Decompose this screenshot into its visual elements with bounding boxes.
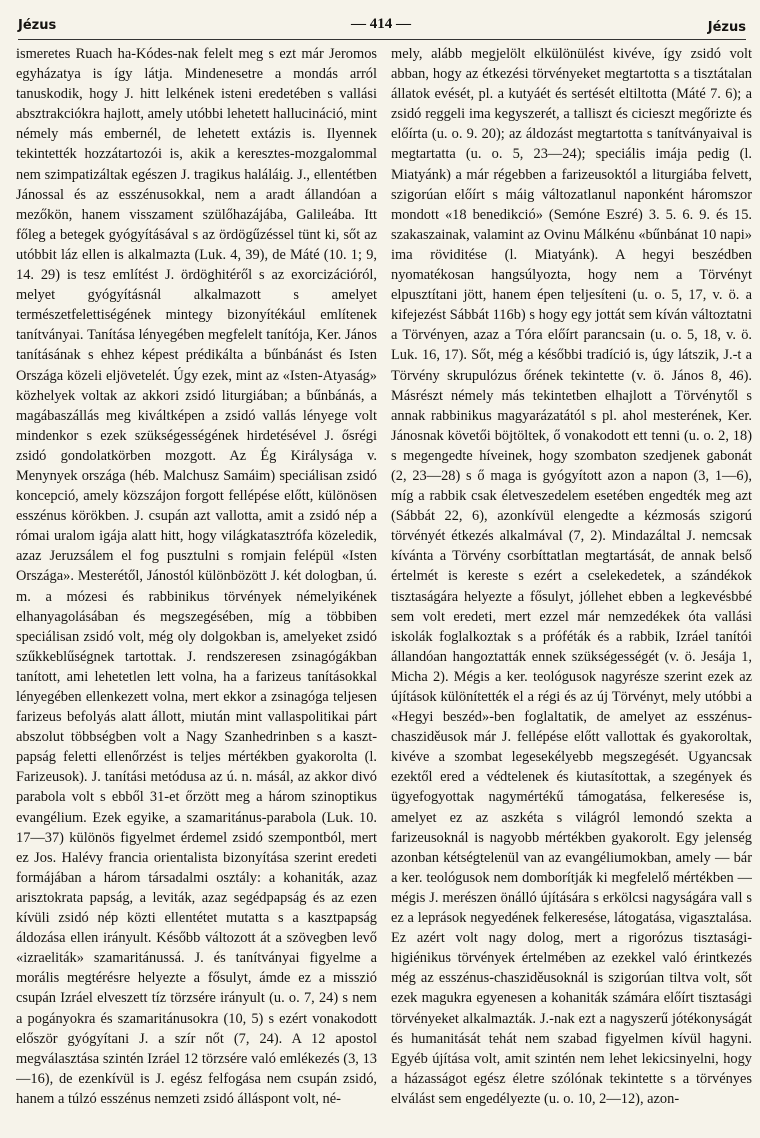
left-column — [16, 44, 377, 1134]
right-column — [391, 44, 752, 1134]
running-header — [16, 12, 746, 38]
page-number: — 414 — — [351, 16, 411, 32]
header-rule — [18, 39, 746, 40]
right-column-text: mely, alább megjelölt elkülönülést kivéve, így zsidó volt abban, hogy az étkezési törvényeket megtartotta s a tisztátalan állatok evését, pl. a kutyáét és sertését eltiltotta (Máté 7. 6); a zsidó reggeli ima kegyszerét, a talliszt és cicieszt megőrizte és előírta (u. o. 9. 20); az áldozást megtartotta s tanítványaival is megtartatta (u. o. 5, 23—24); speciális imája pedig (l. Miatyánk) a már régebben a farizeusoktól a liturgiába felvett, szigorúan előírt s máig változatlanul naponként háromszor mondott «18 benedikció» (Semóne Eszré) 3. 5. 6. 9. és 15. szakaszainak, valamint az Ovinu Málkénu «bűnbánat 10 napi» ima röviditése (l. Miatyánk). A hegyi beszédben nyomatékosan hangsúlyozta, hogy nem a Törvényt elpusztítani jött, hanem épen teljesíteni (u. o. 5, 17, v. ö. a kifejezést Sábbát 116b) s hogy egy jottát sem kíván változtatni a Törvényen, azaz a Tóra előírt parancsain (u. o. 5, 18, v. ö. Luk. 16, 17). Sőt, még a későbbi tradíció is, úgy látszik, J.-t a Törvény skrupulózus őrének tekintette (v. ö. János 8, 46). Másrészt némely más tekintetben elhajlott a Törvénytől s annak rabbinikus magyarázatától s pl. ahol mesterének, Ker. Jánosnak követői böjtöltek, ő vonakodott ett tenni (u. o. 2, 18) s megengedte híveinek, hogy szombaton szedjenek gabonát (2, 23—28) s ő maga is gyógyított azon a napon (3, 1—6), míg a rabbik csak életveszedelem esetében engedték meg azt (Sábbát 22, 6), azonkívül elengedte a kézmosás szigorú törvényét étkezés alkalmával (7, 2). Mindazáltal J. nemcsak kívánta a Törvény csorbíttatlan megtartását, de annak belső értelmét is kereste s ezért a cselekedetek, a szándékok tisztaságára helyezte a fősulyt, jóllehet ebben a legkevésbbé sem volt eredeti, mert ezzel már nemzedékek óta vallási iskolák foglalkoztak s a próféták és a rabbik, Izráel tanítói állandóan hangoztatták ennek szükségességét (v. ö. Jesája 1, Micha 2). Mégis a ker. teológusok nagyrésze szerint ezek az újítások különítették el a régi és az új Törvényt, mely utóbbi a «Hegyi beszéd»-ben foglaltatik, de amelyet az esszénus-chasziděusok már J. fellépése előtt vallottak és gyakoroltak, kivéve a szombat legesekélyebb megszegését. Ugyancsak ezektől ered a védtelenek és kiutasítottak, a szegények és ügyefogyottak nagymértékű támogatása, felkeresése is, amelyet ez az aszkéta s világról lemondó szekta a farizeusoknál is nagyobb mértékben gyakorolt. Egy jelenség azonban kétségtelenül van az evangéliumokban, amely — bár a ker. teológusok nem domborítják ki megfelelő mértékben — mégis J. merészen önálló újítására s erkölcsi nagyságára vall s ez a leprások negyedének felkeresése, látogatása, vigasztalása. Ez azért volt nagy dolog, mert a rigorózus tisztasági-higiénikus törvények értelmében az ezekkel való érintkezés még az esszénus-chasziděusoknál is szigorúan tiltva volt, sőt ezek magukra egyenesen a kohaniták számára előírt tisztasági törvényeket alkalmazták. J.-nak ezt a nagyszerű jótékonyságát és humanitását tehát nem szabad figyelmen kívül hagyni. Egyéb újítása volt, amit szintén nem lehet lekicsinyelni, hogy a házasságot egész életre szólónak tekintette s a törvényes elválást sem engedélyezte (u. o. 10, 2—12), azon- — [391, 46, 752, 1107]
header-left-keyword: Jézus — [18, 18, 57, 33]
left-column-text: ismeretes Ruach ha-Kódes-nak felelt meg s ezt már Jeromos egyházatya is így látja. Mindenesetre a mondás arról tanuskodik, hogy J. hitt lelkének isteni eredetében s vallási absztrakciókra hajlott, amely utóbbi lehetett hallucináció, mint némely más embernél, de lehetett extázis is. Ilyennek tekintették hozzátartozói is, akik a keresztes-mozgalommal nem szimpatizáltak egészen J. tragikus haláláig. J., ellentétben Jánossal és az esszénusokkal, nem a aradt állandóan a mezőkön, hanem visszament szülőhazájába, Galileába. Itt főleg a betegek gyógyításával s az ördögűzéssel tünt ki, sőt az utóbbit láz ellen is alkalmazta (Luk. 4, 39), de Máté (10. 1; 9, 14. 29) is tesz említést J. ördöghitéről s az exorcizációról, melyet gyógyításnál alkalmazott s amelyet természetfelettiségének mintegy bizonyítékául említenek tanítványai. Tanítása lényegében megfelelt tanítója, Ker. János tanításának s ehhez képest prédikálta a bűnbánást és Isten Országa közeli eljövetelét. Úgy ezek, mint az «Isten-Atyaság» közhelyek voltak az akkori zsidó liturgiában; a bűnbánás, a magábaszállás meg kiváltképen a zsidó vallás lényege volt mindenkor s ezek szükségességének hirdetésével J. ősrégi zsidó gondolatkörben mozgott. Az Ég Királysága v. Menynyek országa (héb. Malchusz Samáim) speciálisan zsidó koncepció, amely közszájon forgott fellépése előtt, különösen esszénus körökben. J. csupán azt vallotta, amit a zsidó nép a római uralom igája alatt hitt, hogy világkatasztrófa közeledik, azaz Jeruzsálem el fog pusztulni s romjain felépül «Isten Országa». Mesterétől, Jánostól különbözött J. két dologban, ú. m. a mózesi és rabbinikus törvények némelyikének elhanyagolásában és megszegésében, míg a többiben speciálisan zsidó volt, még oly dolgokban is, amelyeket zsidó szűkkeblűségnek tartottak. J. rendszeresen zsinagógákban tanított, ami lehetetlen lett volna, ha a farizeus tanításokkal lényegében ellenkezett volna, mert ekkor a zsinagóga teljesen farizeus befolyás alatt állott, miután mint vallaspolitikai párt abszolut többségben volt a Nagy Szanhedrinben s a kaszt-papság feletti ellenőrzést is teljes mértékben gyakorolta (l. Farizeusok). J. tanítási metódusa az ú. n. másál, az akkor divó parabola volt s ebből 31-et őrzött meg a három szinoptikus evangélium. Ezek egyike, a szamaritánus-parabola (Luk. 10. 17—37) különös figyelmet érdemel zsidó szempontból, mert ez Jos. Halévy francia orientalista bizonyítása szerint eredeti formájában a három társadalmi osztály: a kohaniták, azaz arisztokrata papság, a leviták, azaz segédpapság és az ezen kívüli zsidó nép közti ellentétet mutatta s a kasztpapság áldozása ellen irányult. Később változott át a szövegben levő «izraeliták» szamaritánussá. J. és tanítványai figyelme a morális megtérésre helyezte a fősulyt, ámde ez a misszió csupán Izráel elveszett tíz törzsére irányult (u. o. 7, 24) s nem a pogányokra és szamaritánusokra (10, 5) s ezért vonakodott először gyógyítani J. a szír nőt (7, 24). A 12 apostol megválasztása szintén Izráel 12 törzsére való emlékezés (3, 13—16), de ezenkívül is J. egész felfogása nem csupán zsidó, hanem a túlzó esszénus nemzeti zsidó álláspont volt, né- — [16, 46, 377, 1107]
header-right-keyword: Jézus — [707, 20, 746, 35]
text-columns — [16, 44, 752, 1134]
